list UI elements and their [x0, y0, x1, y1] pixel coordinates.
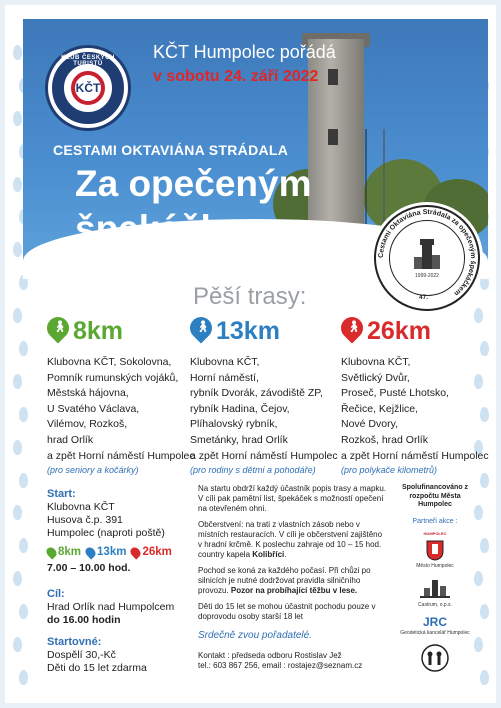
- sponsor-jrc: JRC Geodetická kancelář Humpolec: [400, 614, 470, 636]
- cofinanced-text: Spolufinancováno z rozpočtu Města Humpolec: [401, 484, 469, 508]
- route-stop: Plíhalovský rybník,: [190, 418, 278, 431]
- event-stamp: [374, 205, 480, 311]
- start-time: 7.00 – 10.00 hod.: [47, 562, 131, 574]
- partners-label: Partneři akce :: [412, 517, 458, 525]
- start-line: Humpolec (naproti poště): [47, 527, 165, 539]
- hiker-pin-icon: [83, 545, 97, 559]
- organizer-line: KČT Humpolec pořádá: [153, 42, 336, 62]
- route-note: (pro seniory a kočárky): [47, 465, 139, 476]
- route-stop: Proseč, Pusté Lhotsko,: [341, 387, 449, 400]
- castrum-logo-icon: [418, 578, 452, 600]
- start-label: Start:: [47, 488, 76, 500]
- route-13km: [190, 311, 340, 475]
- finish-line: Hrad Orlík nad Humpolcem: [47, 601, 175, 613]
- route-stop: hrad Orlík: [47, 433, 94, 446]
- hiker-pin-icon: [44, 545, 58, 559]
- route-stop: rybník Dvorák, závodiště ZP,: [190, 387, 323, 400]
- route-stop: Smetánky, hrad Orlík: [190, 433, 288, 446]
- route-distance: 13km: [216, 316, 280, 345]
- logo-monogram: KČT: [71, 71, 105, 105]
- distance-badges: [47, 546, 187, 559]
- badge-13km: 13km: [97, 546, 127, 558]
- info-paragraph: Na startu obdrží každý účastník popis trasy a mapku. V cíli pak pamětní list, špekáček s možností opečení na otevřeném ohni.: [198, 484, 387, 513]
- route-8km: [47, 311, 197, 475]
- invitation: Srdečně zvou pořadatelé.: [198, 630, 312, 641]
- badge-26km: 26km: [142, 546, 172, 558]
- info-paragraph: Děti do 15 let se mohou účastnit pochodu pouze v doprovodu osoby starší 18 let: [198, 602, 376, 621]
- route-distance: 8km: [73, 316, 124, 345]
- event-subtitle: CESTAMI OKTAVIÁNA STRÁDALA: [53, 142, 289, 158]
- stamp-year: 1999-2022: [415, 273, 439, 279]
- route-stop: Řečice, Kejžlice,: [341, 402, 419, 415]
- info-paragraph: Občerstvení: na trati z vlastních zásob nebo v místních restauracích. V cíli je občerstvení zajištěno v hradní krčmě. K poslechu zahraje od 10 – 15 hod. country kapela Kolibříci.: [198, 520, 383, 559]
- route-stop: Klubovna KČT, Sokolovna,: [47, 356, 172, 368]
- route-stop: Rozkoš, hrad Orlík: [341, 433, 428, 446]
- contact-line: Kontakt : předseda odboru Rostislav Jež: [198, 651, 342, 660]
- hiker-pin-icon: 🚶︎: [341, 317, 363, 345]
- route-26km: [341, 311, 491, 475]
- logo-ring-text: KLUB ČESKÝCH TURISTŮ: [61, 55, 115, 67]
- route-stop: U Svatého Václava,: [47, 402, 140, 415]
- route-stop: Vilémov, Rozkoš,: [47, 418, 128, 431]
- sponsor-turistika: [400, 643, 470, 673]
- info-paragraph: Pochod se koná za každého počasí. Při chůzi po silnicích je nutné dodržovat pravidla silničního provozu. Pozor na probíhající těžbu v lese.: [198, 566, 371, 595]
- kct-logo: [45, 45, 131, 131]
- hiker-pin-icon: 🚶︎: [190, 317, 212, 345]
- fee-label: Startovné:: [47, 636, 102, 648]
- start-line: Klubovna KČT: [47, 501, 115, 513]
- fee-line: Dospělí 30,-Kč: [47, 649, 116, 661]
- hikers-badge-icon: [418, 643, 452, 673]
- sponsor-castrum: Castrum, o.p.s.: [400, 578, 470, 610]
- event-title-line1: Za opečeným: [75, 163, 312, 204]
- event-date: v sobotu 24. září 2022: [153, 68, 319, 85]
- finish-label: Cíl:: [47, 588, 65, 600]
- finish-time: do 16.00 hodin: [47, 614, 121, 626]
- fee-line: Děti do 15 let zdarma: [47, 662, 147, 674]
- route-stop: Klubovna KČT,: [190, 356, 260, 368]
- route-distance: 26km: [367, 316, 431, 345]
- jrc-logo: JRC: [422, 614, 447, 629]
- route-stop: Klubovna KČT,: [341, 356, 411, 368]
- route-stop: rybník Hadina, Čejov,: [190, 402, 290, 415]
- route-stop: Horní náměstí,: [190, 371, 259, 384]
- event-title-line2: špekáčkem: [75, 208, 275, 249]
- contact-line: tel.: 603 867 256, email : rostajez@seznam.cz: [198, 661, 363, 670]
- start-line: Husova č.p. 391: [47, 514, 123, 526]
- event-info: [198, 484, 388, 671]
- routes-title: Pěší trasy:: [193, 283, 307, 310]
- route-note: (pro rodiny s dětmi a pohodáře): [190, 465, 316, 476]
- hiker-pin-icon: [129, 545, 143, 559]
- route-note: (pro polykače kilometrů): [341, 465, 438, 476]
- city-coat-of-arms-icon: [425, 539, 445, 561]
- route-stop: Městská hájovna,: [47, 387, 129, 400]
- route-stop: a zpět Horní náměstí Humpolec: [190, 449, 338, 462]
- sponsor-humpolec: HUMPOLEC Město Humpolec: [416, 531, 454, 569]
- start-info: [47, 488, 187, 675]
- route-stop: Nové Dvory,: [341, 418, 398, 431]
- route-stop: Pomník rumunských vojáků,: [47, 371, 179, 384]
- svg-text:Cestami Oktaviána Strádala za: Cestami Oktaviána Strádala za opečeným špekáčkem: [377, 208, 477, 297]
- hiker-pin-icon: 🚶︎: [47, 317, 69, 345]
- route-stop: a zpět Horní náměstí Humpolec: [341, 449, 489, 462]
- route-stop: a zpět Horní náměstí Humpolec: [47, 449, 195, 462]
- stamp-edition: 47.: [419, 294, 429, 301]
- sponsors: [400, 484, 470, 673]
- badge-8km: 8km: [58, 546, 82, 558]
- route-stop: Světlický Dvůr,: [341, 371, 410, 384]
